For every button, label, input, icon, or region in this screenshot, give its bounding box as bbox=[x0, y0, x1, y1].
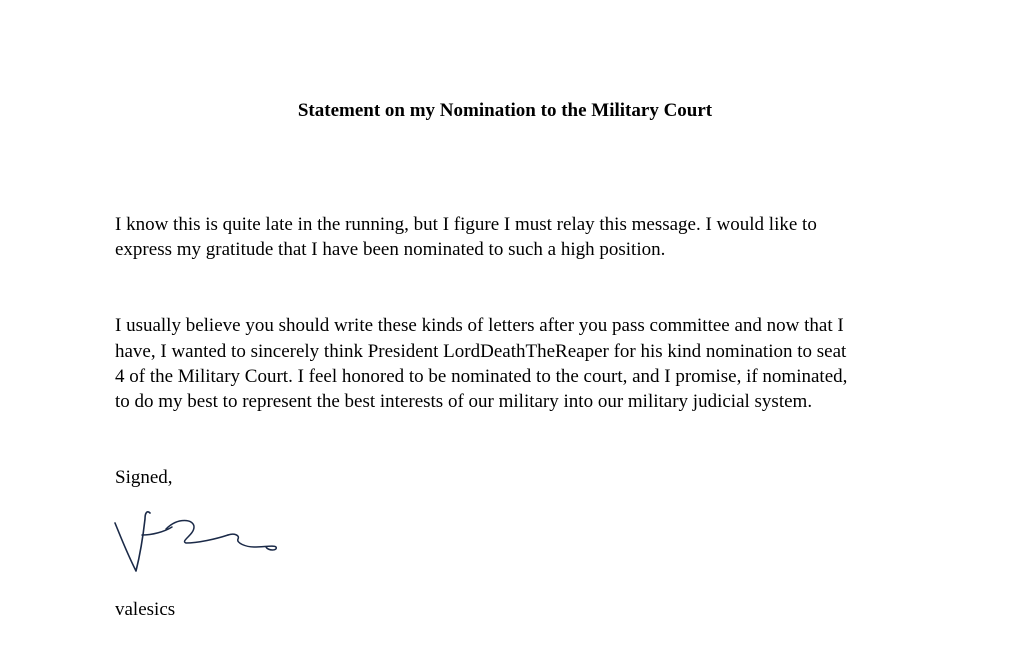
paragraph-2-line-4: to do my best to represent the best interests of our military into our military judicial system. bbox=[115, 391, 813, 412]
paragraph-1-line-1: I know this is quite late in the running, but I figure I must relay this message. I would like to bbox=[115, 214, 817, 235]
paragraph-2-line-2: have, I wanted to sincerely think President LordDeathTheReaper for his kind nomination to seat bbox=[115, 341, 847, 362]
handwritten-signature bbox=[112, 505, 284, 577]
paragraph-2-line-3: 4 of the Military Court. I feel honored to be nominated to the court, and I promise, if nominated, bbox=[115, 366, 848, 387]
paragraph-2-line-1: I usually believe you should write these kinds of letters after you pass committee and now that I bbox=[115, 315, 844, 336]
letter-title: Statement on my Nomination to the Military Court bbox=[297, 100, 713, 121]
signature-stroke bbox=[115, 512, 150, 571]
paragraph-1-line-2: express my gratitude that I have been nominated to such a high position. bbox=[115, 239, 666, 260]
signature-stroke bbox=[166, 521, 228, 544]
signer-name: valesics bbox=[115, 599, 176, 620]
closing-text: Signed, bbox=[115, 467, 173, 488]
signature-stroke bbox=[228, 534, 276, 550]
